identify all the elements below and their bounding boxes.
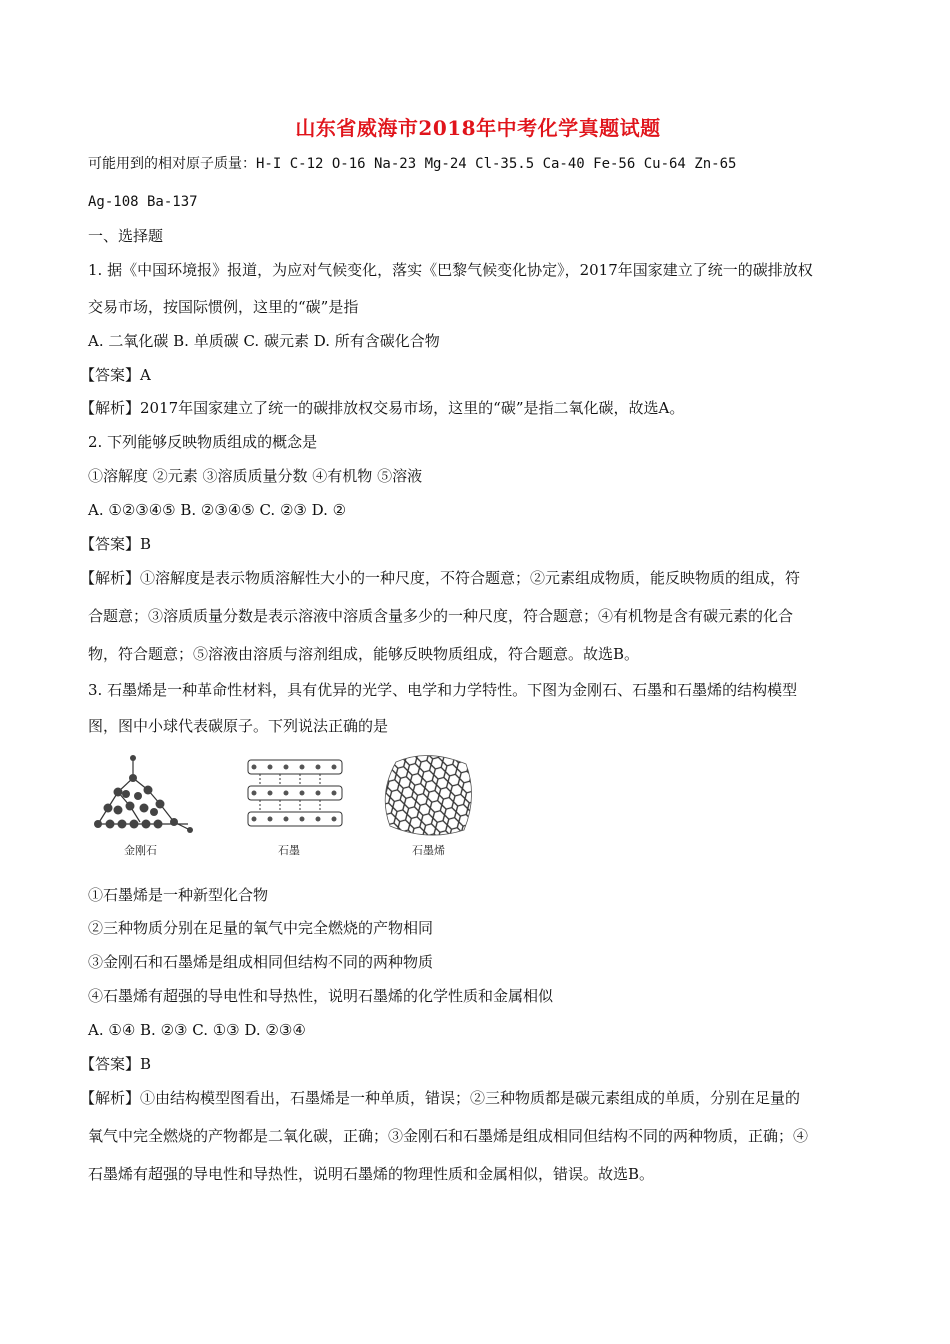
q3-statement-3: ③金刚石和石墨烯是组成相同但结构不同的两种物质 bbox=[88, 953, 434, 971]
q2-answer: 【答案】B bbox=[80, 535, 152, 553]
q2-items: ①溶解度 ②元素 ③溶质质量分数 ④有机物 ⑤溶液 bbox=[88, 467, 423, 485]
document-title: 山东省威海市2018年中考化学真题试题 bbox=[295, 116, 661, 140]
atomic-masses-line2: Ag-108 Ba-137 bbox=[88, 194, 198, 210]
q3-statement-4: ④石墨烯有超强的导电性和导热性，说明石墨烯的化学性质和金属相似 bbox=[88, 987, 554, 1005]
q1-answer: 【答案】A bbox=[80, 366, 151, 384]
section-heading: 一、选择题 bbox=[88, 227, 164, 245]
q1-options: A. 二氧化碳 B. 单质碳 C. 碳元素 D. 所有含碳化合物 bbox=[88, 332, 440, 350]
graphite-structure-image bbox=[240, 754, 350, 834]
q2-options: A. ①②③④⑤ B. ②③④⑤ C. ②③ D. ② bbox=[88, 501, 347, 519]
q1-stem-line1: 1. 据《中国环境报》报道，为应对气候变化，落实《巴黎气候变化协定》，2017年国家建立了统一的碳排放权 bbox=[88, 261, 813, 279]
q2-analysis-line2: 合题意；③溶质质量分数是表示溶液中溶质含量多少的一种尺度，符合题意；④有机物是含有碳元素的化合 bbox=[88, 607, 794, 625]
diamond-caption: 金刚石 bbox=[124, 844, 157, 857]
q2-analysis-line1: 【解析】①溶解度是表示物质溶解性大小的一种尺度，不符合题意；②元素组成物质，能反映物质的组成，符 bbox=[80, 569, 801, 587]
q3-analysis-line2: 氧气中完全燃烧的产物都是二氧化碳，正确；③金刚石和石墨烯是组成相同但结构不同的两种物质，正确；④ bbox=[88, 1127, 809, 1145]
q2-analysis-line3: 物，符合题意；⑤溶液由溶质与溶剂组成，能够反映物质组成，符合题意。故选B。 bbox=[88, 645, 640, 663]
graphene-structure-image bbox=[378, 752, 478, 838]
q3-statement-2: ②三种物质分别在足量的氧气中完全燃烧的产物相同 bbox=[88, 919, 434, 937]
q3-analysis-line3: 石墨烯有超强的导电性和导热性，说明石墨烯的物理性质和金属相似，错误。故选B。 bbox=[88, 1165, 655, 1183]
q2-stem: 2. 下列能够反映物质组成的概念是 bbox=[88, 433, 318, 451]
graphite-caption: 石墨 bbox=[278, 844, 300, 857]
q3-analysis-line1: 【解析】①由结构模型图看出，石墨烯是一种单质，错误；②三种物质都是碳元素组成的单质，分别在足量的 bbox=[80, 1089, 801, 1107]
q3-answer: 【答案】B bbox=[80, 1055, 152, 1073]
carbon-structure-figure bbox=[88, 750, 488, 860]
q3-stem-line2: 图，图中小球代表碳原子。下列说法正确的是 bbox=[88, 717, 389, 735]
diamond-structure-image bbox=[88, 750, 198, 840]
q3-stem-line1: 3. 石墨烯是一种革命性材料，具有优异的光学、电学和力学特性。下图为金刚石、石墨和石墨烯的结构模型 bbox=[88, 681, 798, 699]
graphene-caption: 石墨烯 bbox=[412, 844, 445, 857]
atomic-masses-line1: 可能用到的相对原子质量：H-I C-12 O-16 Na-23 Mg-24 Cl-35.5 Ca-40 Fe-56 Cu-64 Zn-65 bbox=[88, 156, 737, 172]
q3-statement-1: ①石墨烯是一种新型化合物 bbox=[88, 886, 269, 904]
q1-stem-line2: 交易市场，按国际惯例，这里的“碳”是指 bbox=[88, 298, 359, 316]
q3-options: A. ①④ B. ②③ C. ①③ D. ②③④ bbox=[88, 1021, 306, 1039]
q1-analysis: 【解析】2017年国家建立了统一的碳排放权交易市场，这里的“碳”是指二氧化碳，故选A。 bbox=[80, 399, 685, 417]
